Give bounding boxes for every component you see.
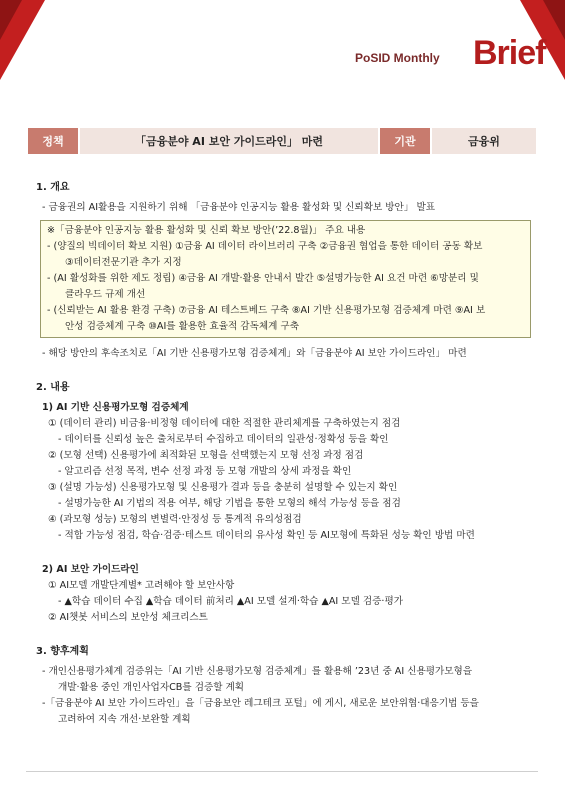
section-title-content: 2. 내용 (36, 382, 70, 393)
policy-title: 「금융분야 AI 보안 가이드라인」 마련 (80, 128, 378, 154)
note-line: ③데이터전문기관 추가 지정 (65, 257, 182, 268)
content-line: ① AI모델 개발단계별* 고려해야 할 보안사항 (48, 580, 235, 591)
brand-logo (355, 34, 546, 88)
corner-decoration-left (0, 0, 45, 80)
overview-intro: - 금융권의 AI활용을 지원하기 위해 「금융분야 인공지능 활용 활성화 및 신뢰확보 방안」 발표 (42, 202, 436, 213)
content-line: ② (모형 선택) 신용평가에 최적화된 모형을 선택했는지 모형 선정 과정 점검 (48, 450, 364, 461)
content-line: ③ (설명 가능성) 신용평가모형 및 신용평가 결과 등을 충분히 설명할 수 있는지 확인 (48, 482, 398, 493)
note-line: 클라우드 규제 개선 (65, 289, 146, 300)
subsection-title-security-guide: 2) AI 보안 가이드라인 (42, 564, 139, 575)
plan-line: -「금융분야 AI 보안 가이드라인」을「금융보안 레그테크 포털」에 게시, 새로운 보안위협·대응기법 등을 (42, 698, 479, 709)
plan-line: 개발·활용 중인 개인사업자CB를 검증할 계획 (58, 682, 245, 693)
content-line: ② AI챗봇 서비스의 보안성 체크리스트 (48, 612, 208, 623)
main-content (36, 180, 531, 728)
brand-small-text: PoSID Monthly (355, 51, 440, 65)
content-line: - 설명가능한 AI 기법의 적용 여부, 해당 기법을 통한 모형의 해석 가능성 등을 점검 (58, 498, 401, 509)
section-title-future-plan: 3. 향후계획 (36, 646, 89, 657)
overview-followup: - 해당 방안의 후속조치로「AI 기반 신용평가모형 검증체계」와「금융분야 AI 보안 가이드라인」 마련 (42, 348, 467, 359)
content-line: ① (데이터 관리) 비금융·비정형 데이터에 대한 적절한 관리체계를 구축하였는지 점검 (48, 418, 401, 429)
note-line: - (AI 활성화를 위한 제도 정립) ④금융 AI 개발·활용 안내서 발간 ⑤설명가능한 AI 요건 마련 ⑥망분리 및 (47, 273, 479, 284)
note-box (40, 220, 531, 338)
note-line: - (신뢰받는 AI 활용 환경 구축) ⑦금융 AI 테스트베드 구축 ⑧AI 기반 신용평가모형 검증체계 마련 ⑨AI 보 (47, 305, 486, 316)
content-line: - ▲학습 데이터 수집 ▲학습 데이터 前처리 ▲AI 모델 설계·학습 ▲AI 모델 검증·평가 (58, 596, 404, 607)
content-line: - 데이터를 신뢰성 높은 출처로부터 수집하고 데이터의 일관성·정확성 등을 확인 (58, 434, 389, 445)
content-line: - 알고리즘 선정 목적, 변수 선정 과정 등 모형 개발의 상세 과정을 확인 (58, 466, 352, 477)
agency-value: 금융위 (432, 128, 536, 154)
subsection-title-credit-model: 1) AI 기반 신용평가모형 검증체계 (42, 402, 189, 413)
agency-label: 기관 (380, 128, 430, 154)
brand-big-text: Brief (473, 34, 546, 72)
note-line: 안성 검증체계 구축 ⑩AI를 활용한 효율적 감독체계 구축 (65, 321, 299, 332)
content-line: - 적합 가능성 점검, 학습·검증·테스트 데이터의 유사성 확인 등 AI모형에 특화된 성능 확인 방법 마련 (58, 530, 475, 541)
note-line: ※「금융분야 인공지능 활용 활성화 및 신뢰 확보 방안(’22.8월)」 주요 내용 (47, 225, 366, 236)
plan-line: - 개인신용평가체계 검증위는「AI 기반 신용평가모형 검증체계」를 활용해 ’23년 중 AI 신용평가모형을 (42, 666, 473, 677)
policy-label: 정책 (28, 128, 78, 154)
header-bar (28, 128, 536, 154)
content-line: ④ (과모형 성능) 모형의 변별력·안정성 등 통계적 유의성점검 (48, 514, 302, 525)
section-title-overview: 1. 개요 (36, 182, 70, 193)
plan-line: 고려하여 지속 개선·보완할 계획 (58, 714, 191, 725)
footer-divider (26, 771, 538, 772)
note-line: - (양질의 빅데이터 확보 지원) ①금융 AI 데이터 라이브러리 구축 ②금융권 협업을 통한 데이터 공동 확보 (47, 241, 483, 252)
